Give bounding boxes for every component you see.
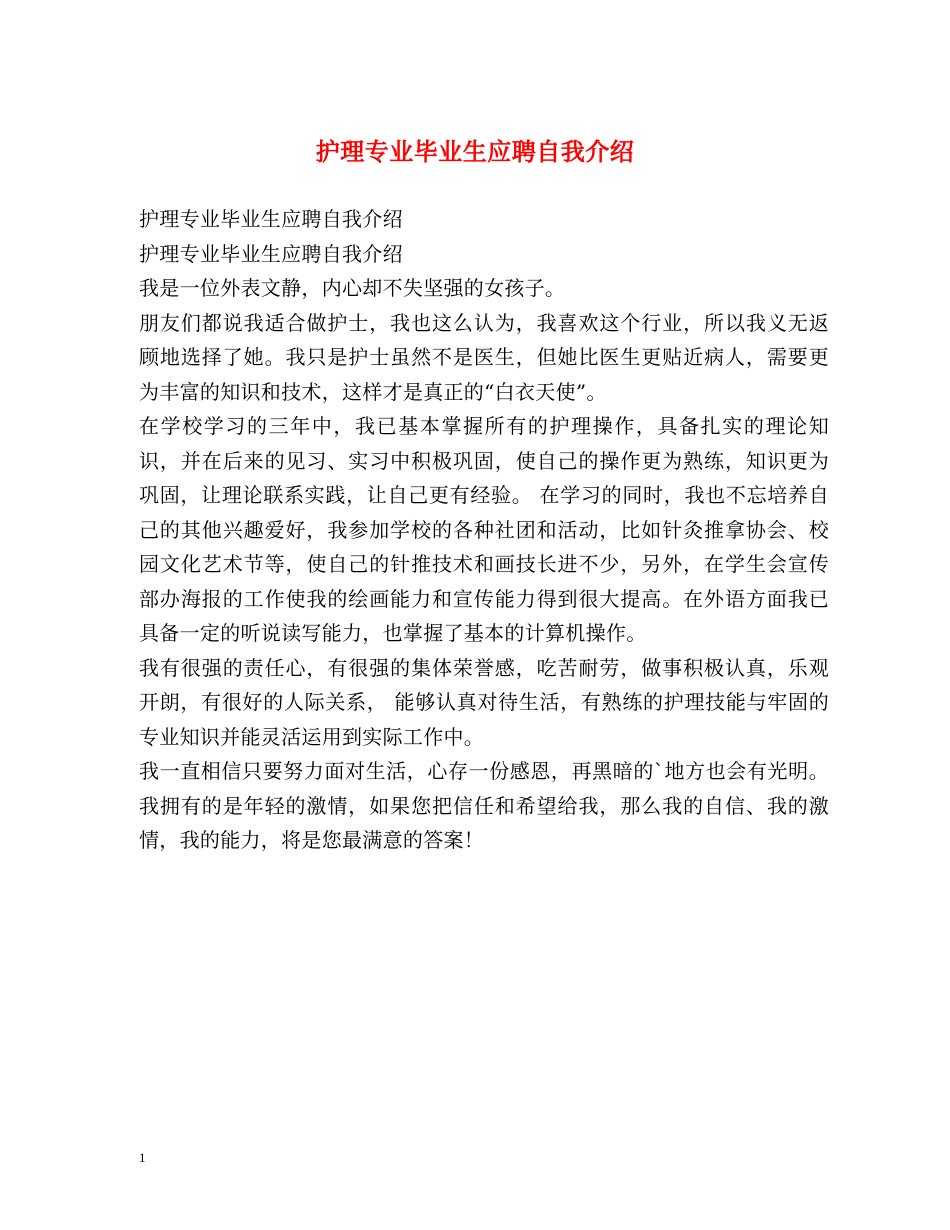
paragraph: 朋友们都说我适合做护士，我也这么认为，我喜欢这个行业，所以我义无返顾地选择了她。我只是护士虽然不是医生，但她比医生更贴近病人，需要更为丰富的知识和技术，这样才是真正的“白衣天使”。 (139, 310, 829, 404)
paragraph: 在学校学习的三年中，我已基本掌握所有的护理操作，具备扎实的理论知识，并在后来的见习、实习中积极巩固，使自己的操作更为熟练，知识更为巩固，让理论联系实践，让自己更有经验。 在学习的同时，我也不忘培养自己的其他兴趣爱好，我参加学校的各种社团和活动，比如针灸推拿协会、校园文化艺术节等，使自己的针推技术和画技长进不少，另外，在学生会宣传部办海报的工作使我的绘画能力和宣传能力得到很大提高。在外语方面我已具备一定的听说读写能力，也掌握了基本的计算机操作。 (139, 414, 829, 645)
document-body (139, 202, 829, 858)
page-number: 1 (139, 1150, 146, 1165)
paragraph: 我有很强的责任心，有很强的集体荣誉感，吃苦耐劳，做事积极认真，乐观开朗，有很好的人际关系， 能够认真对待生活，有熟练的护理技能与牢固的专业知识并能灵活运用到实际工作中。 (139, 655, 829, 749)
page-title: 护理专业毕业生应聘自我介绍 (315, 137, 635, 166)
paragraph: 我一直相信只要努力面对生活，心存一份感恩，再黑暗的`地方也会有光明。我拥有的是年轻的激情，如果您把信任和希望给我，那么我的自信、我的激情，我的能力，将是您最满意的答案！ (139, 759, 829, 852)
paragraph: 护理专业毕业生应聘自我介绍 (139, 207, 403, 231)
paragraph: 护理专业毕业生应聘自我介绍 (139, 241, 403, 266)
paragraph: 我是一位外表文静，内心却不失坚强的女孩子。 (139, 276, 566, 300)
